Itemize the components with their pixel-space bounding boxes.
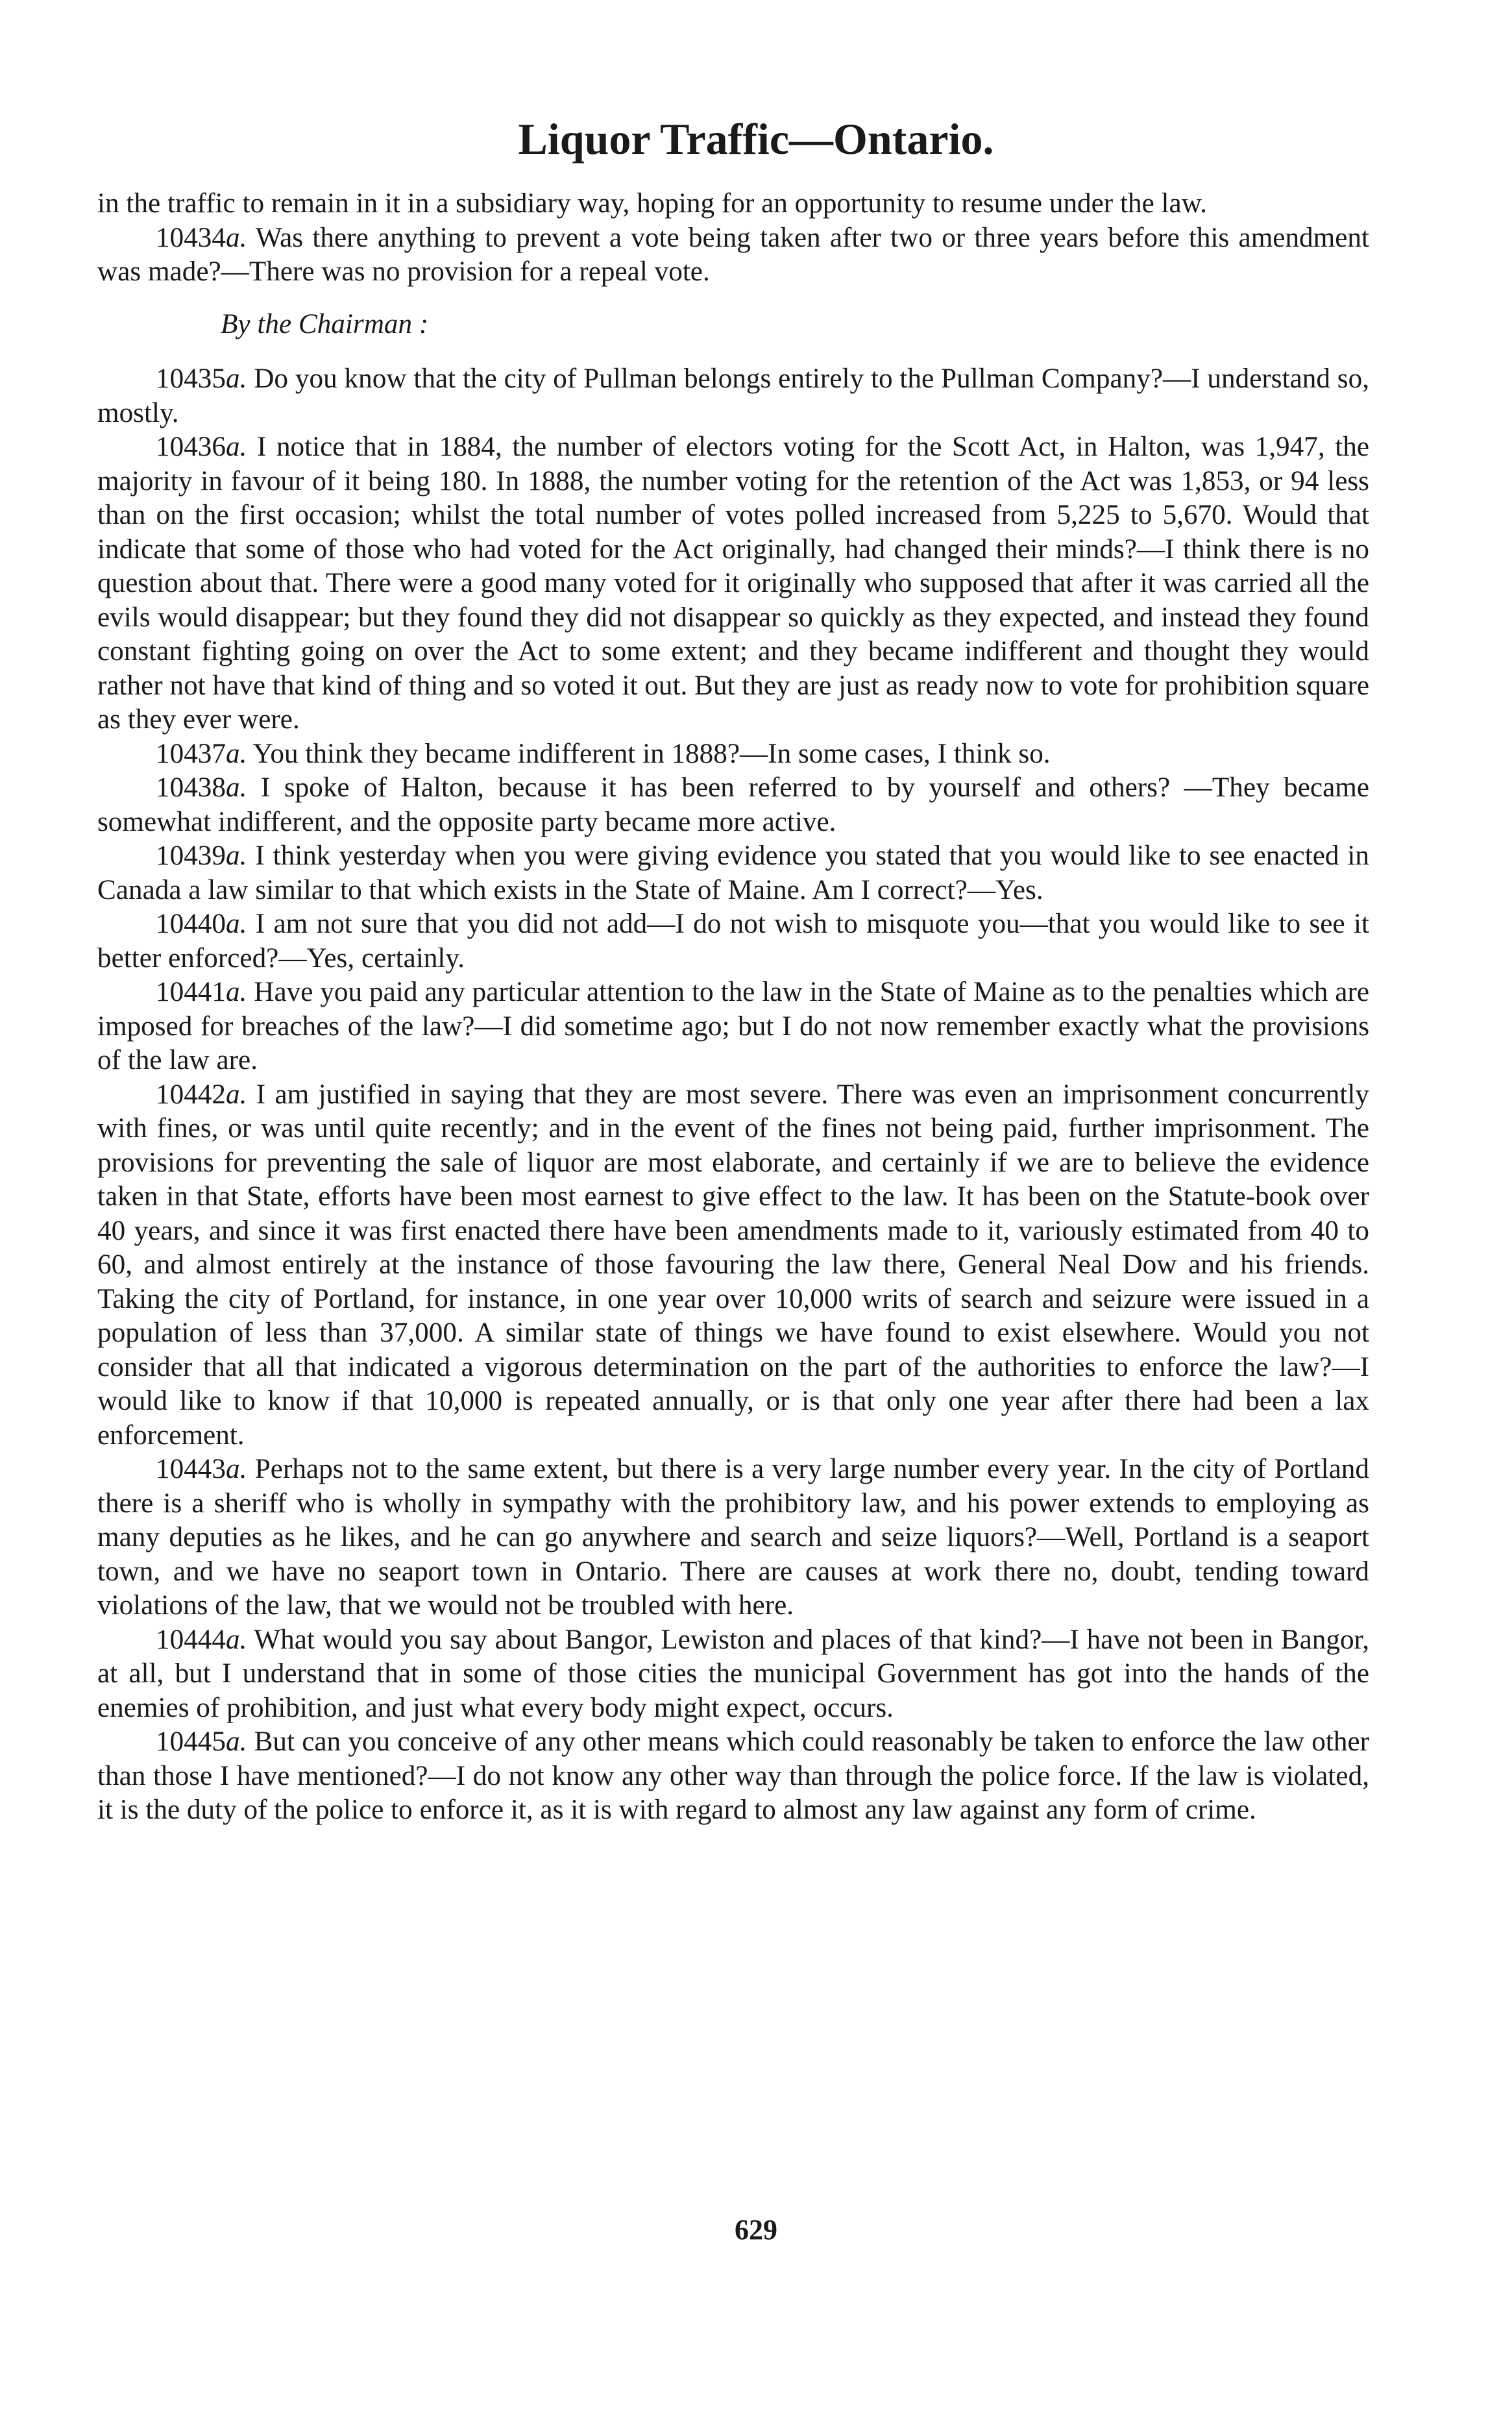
question-number: 10442 bbox=[156, 1079, 226, 1110]
question-text: I spoke of Halton, because it has been referred to by yourself and others? —They became somewhat indifferent, and the opposite party became more active. bbox=[97, 772, 1369, 837]
question-text: Was there anything to prevent a vote being taken after two or three years before this amendment was made?—There was no provision for a repeal vote. bbox=[97, 222, 1369, 287]
speaker-heading: By the Chairman : bbox=[221, 308, 429, 339]
question-text: I think yesterday when you were giving evidence you stated that you would like to see enacted in Canada a law similar to that which exists in the State of Maine. Am I correct?—Yes. bbox=[97, 840, 1369, 905]
question-suffix: a. bbox=[225, 977, 247, 1007]
question-number: 10440 bbox=[156, 909, 226, 939]
question-suffix: a. bbox=[225, 432, 247, 462]
question-10444 bbox=[97, 1623, 1369, 1726]
question-10445 bbox=[97, 1725, 1369, 1828]
question-suffix: a. bbox=[225, 1726, 247, 1757]
page-title: Liquor Traffic—Ontario. bbox=[518, 114, 994, 164]
question-text: Have you paid any particular attention to the law in the State of Maine as to the penalties which are imposed for breaches of the law?—I did sometime ago; but I do not now remember exactly what the provisions of the law are. bbox=[97, 977, 1369, 1075]
question-number: 10443 bbox=[156, 1454, 226, 1484]
question-number: 10444 bbox=[156, 1624, 226, 1655]
continued-paragraph: in the traffic to remain in it in a subsidiary way, hoping for an opportunity to resume under the law. bbox=[97, 188, 1207, 219]
question-10436 bbox=[97, 430, 1369, 737]
question-suffix: a. bbox=[225, 738, 247, 769]
question-10438 bbox=[97, 771, 1369, 839]
question-text: You think they became indifferent in 1888?—In some cases, I think so. bbox=[247, 738, 1051, 769]
question-text: I am not sure that you did not add—I do not wish to misquote you—that you would like to see it better enforced?—Yes, certainly. bbox=[97, 909, 1369, 974]
question-number: 10435 bbox=[156, 363, 226, 394]
question-number: 10445 bbox=[156, 1726, 226, 1757]
question-number: 10441 bbox=[156, 977, 226, 1007]
question-10441 bbox=[97, 975, 1369, 1078]
question-10437 bbox=[97, 737, 1369, 772]
question-text: I notice that in 1884, the number of electors voting for the Scott Act, in Halton, was 1,947, the majority in favour of it being 180. In 1888, the number voting for the retention of the Act was 1,853, or 94 less than on the first occasion; whilst the total number of votes polled increased from 5,225 to 5,670. Would that indicate that some of those who had voted for the Act originally, had changed their minds?—I think there is no question about that. There were a good many voted for it originally who supposed that after it was carried all the evils would disappear; but they found they did not disappear so quickly as they expected, and instead they found constant fighting going on over the Act to some extent; and they became indifferent and thought they would rather not have that kind of thing and so voted it out. But they are just as ready now to vote for prohibition square as they ever were. bbox=[97, 432, 1369, 735]
question-suffix: a. bbox=[225, 363, 247, 394]
question-suffix: a. bbox=[225, 772, 247, 803]
question-suffix: a. bbox=[225, 909, 247, 939]
question-text: Perhaps not to the same extent, but there is a very large number every year. In the city of Portland there is a sheriff who is wholly in sympathy with the prohibitory law, and his power extends to employing as many deputies as he likes, and he can go anywhere and search and seize liquors?—Well, Portland is a seaport town, and we have no seaport town in Ontario. There are causes at work there no, doubt, tending toward violations of the law, that we would not be troubled with here. bbox=[97, 1454, 1369, 1621]
page-number: 629 bbox=[735, 2214, 777, 2246]
question-number: 10434 bbox=[156, 222, 226, 253]
question-10440 bbox=[97, 907, 1369, 975]
question-number: 10436 bbox=[156, 432, 226, 462]
question-10434 bbox=[97, 221, 1369, 289]
question-number: 10439 bbox=[156, 840, 226, 871]
question-text: I am justified in saying that they are most severe. There was even an imprisonment concurrently with fines, or was until quite recently; and in the event of the fines not being paid, further imprisonment. The provisions for preventing the sale of liquor are most elaborate, and certainly if we are to believe the evidence taken in that State, efforts have been most earnest to give effect to the law. It has been on the Statute-book over 40 years, and since it was first enacted there have been amendments made to it, variously estimated from 40 to 60, and almost entirely at the instance of those favouring the law there, General Neal Dow and his friends. Taking the city of Portland, for instance, in one year over 10,000 writs of search and seizure were issued in a population of less than 37,000. A similar state of things we have found to exist elsewhere. Would you not consider that all that indicated a vigorous determination on the part of the authorities to enforce the law?—I would like to know if that 10,000 is repeated annually, or is that only one year after there had been a lax enforcement. bbox=[97, 1079, 1369, 1451]
question-text: What would you say about Bangor, Lewiston and places of that kind?—I have not been in Bangor, at all, but I understand that in some of those cities the municipal Government has got into the hands of the enemies of prohibition, and just what every body might expect, occurs. bbox=[97, 1624, 1369, 1723]
question-suffix: a. bbox=[225, 222, 247, 253]
question-number: 10437 bbox=[156, 738, 226, 769]
question-10442 bbox=[97, 1078, 1369, 1453]
question-10443 bbox=[97, 1453, 1369, 1623]
question-number: 10438 bbox=[156, 772, 226, 803]
question-suffix: a. bbox=[225, 1624, 247, 1655]
question-suffix: a. bbox=[225, 1454, 247, 1484]
question-10435 bbox=[97, 362, 1369, 430]
question-suffix: a. bbox=[225, 840, 247, 871]
document-body bbox=[97, 187, 1369, 1828]
question-10439 bbox=[97, 839, 1369, 907]
question-text: But can you conceive of any other means which could reasonably be taken to enforce the law other than those I have mentioned?—I do not know any other way than through the police force. If the law is violated, it is the duty of the police to enforce it, as it is with regard to almost any law against any form of crime. bbox=[97, 1726, 1369, 1825]
question-suffix: a. bbox=[225, 1079, 247, 1110]
question-text: Do you know that the city of Pullman belongs entirely to the Pullman Company?—I understand so, mostly. bbox=[97, 363, 1369, 428]
